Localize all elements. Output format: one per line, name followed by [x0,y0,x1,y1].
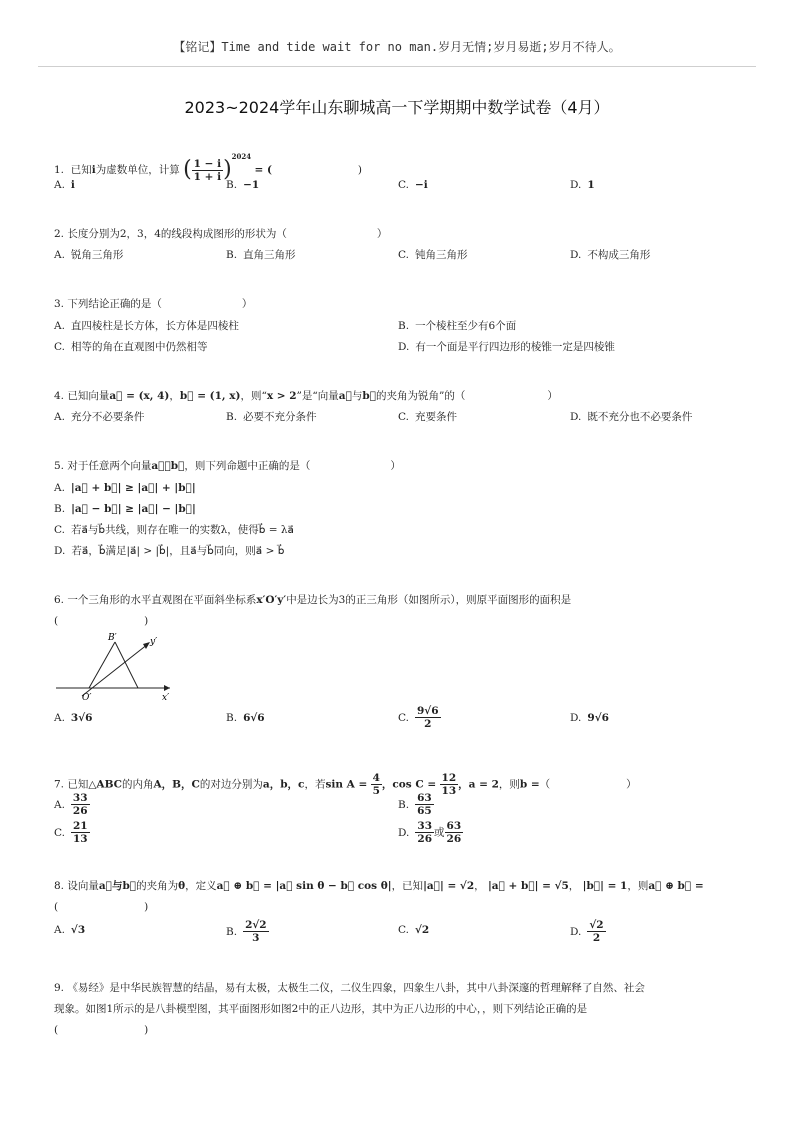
math-condition: |a⃗ + b⃗| = √5 [487,880,569,892]
fraction-numerator: 2√2 [245,919,267,931]
option-text: i [70,179,75,191]
option-text: |a⃗ − b⃗| ≥ |a⃗| − |b⃗| [71,503,196,515]
option-b[interactable] [54,502,196,516]
option-label: A. [54,411,65,423]
option-text: 既不充分也不必要条件 [587,411,693,423]
option-label: A. [54,482,65,494]
option-label: C. [398,711,409,724]
fraction [445,820,464,845]
fraction [192,158,223,183]
stem-text: ，则下列命题中正确的是（ [184,460,311,472]
math-condition: |b⃗| = 1 [582,880,628,892]
question-5-stem [54,459,401,473]
left-paren-large: ( [183,157,192,182]
label-b-prime: B′ [108,633,117,643]
math-sides: a，b，c [262,778,305,791]
option-label: C. [398,924,409,936]
option-text: 若a⃗与b⃗共线，则存在唯一的实数λ，使得b⃗ = λa⃗ [71,524,294,536]
page-title: 2023~2024学年山东聊城高一下学期期中数学试卷（4月） [184,98,610,117]
stem-text: ， [169,390,180,402]
math-i: i [91,164,96,176]
header-motto: 【铭记】Time and tide wait for no man.岁月无情;岁月易逝;岁月不待人。 [173,40,621,54]
stem-text: 7. 已知 [54,778,89,791]
math-coordinate-system: x′O′y′ [256,594,287,606]
option-a[interactable] [54,248,123,262]
stem-text: 3. 下列结论正确的是（ [54,298,162,310]
fraction [415,792,434,817]
answer-paren-close: ) [144,901,149,913]
option-label: A. [54,179,65,191]
question-6-paren [54,614,148,628]
option-label: B. [398,798,410,811]
option-a[interactable] [54,319,239,333]
answer-paren-close: ） [626,778,637,791]
option-text: 有一个面是平行四边形的棱锥一定是四棱锥 [415,341,615,353]
option-text: √3 [70,924,86,936]
stem-text: 的夹角为 [136,880,179,892]
option-d[interactable] [54,544,284,558]
option-or: 或 [434,826,445,839]
option-text: 充要条件 [415,411,457,423]
question-9-line-2: 现象。如图1所示的是八卦模型图，其平面图形如图2中的正八边形，其中为正八边形的中心，，则下列结论正确的是 [54,1003,588,1015]
question-1-stem [54,150,362,183]
option-label: C. [54,524,65,536]
answer-paren-open: ( [54,901,59,913]
fraction-numerator: 33 [417,820,433,832]
question-7-stem [54,772,637,797]
question-1 [54,144,754,194]
fraction-numerator: 1 − i [193,157,222,170]
question-2 [54,227,754,267]
option-b[interactable] [226,919,269,944]
option-label: D. [570,179,582,191]
option-a[interactable] [54,178,75,192]
fraction [71,820,90,845]
option-b[interactable] [226,248,296,262]
fraction-numerator: 4 [372,772,380,784]
answer-paren-close: ） [241,298,253,310]
answer-paren-close: ) [357,164,363,176]
question-number: 1. [54,164,65,176]
math-cos: ，cos C = [381,778,437,791]
math-sin: sin A = [325,778,368,791]
right-paren-large: ) [223,157,232,182]
option-text: 3√6 [70,712,93,724]
option-c[interactable] [398,248,468,262]
answer-paren-close: ) [144,615,149,627]
option-a[interactable] [54,711,92,725]
stem-text: 为虚数单位，计算 [95,164,180,176]
option-text: −1 [243,179,260,191]
fraction-denominator: 2 [592,932,601,944]
question-8 [54,879,754,954]
stem-text: ，已知 [391,880,424,892]
fraction-denominator: 5 [372,785,380,797]
question-8-stem: 8. 设向量a⃗与b⃗的夹角为θ，定义a⃗ ⊕ b⃗ = |a⃗ sin θ − b⃗ cos θ|，已知|a⃗| = √2， |a⃗ + b⃗| = √5， |b⃗| = 1，则a⃗ ⊕ b⃗ = [54,880,704,892]
option-b[interactable] [398,792,434,817]
stem-text: = ( [254,164,272,176]
option-text: 一个棱柱至少有6个面 [415,320,517,332]
math-vector-b: b⃗ = (1, x) [179,390,241,402]
label-o-prime: O′ [82,693,92,703]
option-b[interactable] [226,178,259,192]
math-theta: θ [178,880,186,892]
option-label: B. [54,503,66,515]
stem-text: 的内角 [122,778,154,791]
option-label: A. [54,712,65,724]
option-text: 相等的角在直观图中仍然相等 [71,341,208,353]
option-d[interactable] [570,711,609,725]
answer-paren-close: ） [547,390,558,402]
stem-text: 的夹角为锐角”的（ [376,390,466,402]
option-text: −i [415,179,428,191]
option-a[interactable] [54,410,144,424]
option-text: 若a⃗，b⃗满足|a⃗| > |b⃗|，且a⃗与b⃗同向，则a⃗ > b⃗ [71,545,285,557]
option-label: A. [54,249,65,261]
option-text: 直角三角形 [243,249,296,261]
question-9 [54,981,754,1041]
fraction [587,919,605,944]
option-text: 充分不必要条件 [70,411,145,423]
option-text: 6√6 [243,712,265,724]
option-text: 9√6 [587,712,609,724]
fraction-denominator: 1 + i [193,170,222,183]
fraction-numerator: 63 [417,792,432,804]
option-label: D. [398,826,410,839]
option-label: D. [570,712,582,724]
question-3 [54,297,754,357]
option-label: A. [54,798,65,811]
option-label: D. [54,545,66,557]
option-text: |a⃗ + b⃗| ≥ |a⃗| + |b⃗| [70,482,196,494]
stem-text: ，则 [627,880,649,892]
option-c[interactable] [398,410,457,424]
label-x-prime: x′ [162,693,170,703]
stem-text: ，若 [304,778,326,791]
fraction-denominator: 13 [441,785,457,797]
math-a-value: ，a = 2 [458,778,499,791]
fraction-numerator: 21 [73,820,88,832]
fraction-denominator: 65 [417,805,432,817]
stem-text: ，则“ [240,390,267,402]
stem-text: 中是边长为3的正三角形（如图所示），则原平面图形的面积是 [286,594,572,606]
fraction [415,705,441,730]
option-label: C. [54,341,65,353]
math-ask: b = [519,778,540,791]
option-label: D. [398,341,410,353]
option-label: B. [226,249,238,261]
answer-paren-open: （ [539,778,551,791]
fraction-denominator: 26 [446,833,462,845]
stem-text: 8. 设向量 [54,880,99,892]
question-4 [54,389,754,429]
option-c[interactable] [54,820,90,845]
option-label: B. [226,712,238,724]
answer-paren-close: ) [144,1024,149,1036]
question-2-stem [54,227,387,241]
option-label: C. [398,411,409,423]
y-axis-arrow [143,642,150,649]
option-text: 锐角三角形 [70,249,124,261]
option-label: D. [570,411,582,423]
stem-text: 与 [351,390,363,402]
question-6-stem [54,593,571,607]
stem-text: 已知 [70,164,92,176]
option-label: B. [398,320,410,332]
option-label: B. [226,411,238,423]
triangle-side-right [115,642,138,688]
fraction [440,772,459,797]
option-label: A. [54,924,65,936]
header-divider [38,66,756,67]
label-y-prime: y′ [150,637,158,647]
option-text: 不构成三角形 [587,249,651,261]
x-axis-arrow [164,685,170,691]
option-label: D. [570,925,582,938]
math-ask: a⃗ ⊕ b⃗ = [648,880,704,892]
question-9-paren [54,1023,148,1037]
question-8-paren [54,900,148,914]
math-vectors: a⃗与b⃗ [98,880,137,892]
fraction [71,792,90,817]
fraction [415,820,434,845]
question-7 [54,766,754,851]
fraction-numerator: 12 [441,772,457,784]
option-c[interactable] [54,523,294,537]
fraction-numerator: 33 [72,792,88,804]
option-text: 必要不充分条件 [243,411,317,423]
stem-text: 2. 长度分别为2，3，4的线段构成图形的形状为（ [54,228,287,240]
option-c[interactable] [398,923,429,937]
answer-paren-open: ( [54,1024,59,1036]
fraction [371,772,382,797]
math-a: a⃗ [338,390,352,402]
exponent: 2024 [231,152,252,161]
option-text: √2 [415,924,430,936]
option-text: 1 [587,179,595,191]
fraction-denominator: 26 [417,833,433,845]
option-c[interactable] [54,340,208,354]
option-a[interactable] [54,792,90,817]
stem-text: ，定义 [185,880,217,892]
option-text: 钝角三角形 [415,249,468,261]
stem-text: ”是“向量 [296,390,339,402]
math-angles: A，B，C [153,778,200,791]
math-condition: |a⃗| = √2 [423,880,475,892]
option-d[interactable] [570,410,692,424]
stem-text: 6. 一个三角形的水平直观图在平面斜坐标系 [54,594,257,606]
option-c[interactable] [398,705,441,730]
fraction-numerator: 9√6 [417,705,439,717]
answer-paren-close: ） [390,460,401,472]
math-b: b⃗ [362,390,377,402]
option-a[interactable] [54,481,196,495]
option-label: B. [226,925,238,938]
option-b[interactable] [398,319,516,333]
option-a[interactable] [54,923,85,937]
answer-paren-open: ( [54,615,59,627]
stem-text: 4. 已知向量 [54,390,110,402]
stem-text: 的对边分别为 [199,778,263,791]
fraction-denominator: 26 [72,805,88,817]
stem-text: ，则 [498,778,520,791]
triangle-side-left [89,642,115,688]
option-b[interactable] [226,410,317,424]
option-label: B. [226,179,238,191]
option-d[interactable] [570,178,595,192]
option-label: C. [398,179,409,191]
option-label: C. [398,249,409,261]
math-vector-a: a⃗ = (x, 4) [109,390,170,402]
option-label: A. [54,320,65,332]
question-4-stem [54,389,558,403]
option-label: C. [54,826,65,839]
math-triangle: △ABC [88,778,123,791]
oblique-triangle-figure [52,630,182,706]
option-d[interactable] [398,820,463,845]
option-c[interactable] [398,178,428,192]
answer-paren-close: ） [376,228,388,240]
question-5 [54,459,754,559]
question-3-stem [54,297,252,311]
fraction-numerator: 63 [446,820,462,832]
option-d[interactable] [570,248,650,262]
fraction-denominator: 3 [252,932,260,944]
option-text: 直四棱柱是长方体，长方体是四棱柱 [70,320,239,332]
option-b[interactable] [226,711,265,725]
option-d[interactable] [570,919,606,944]
math-definition: a⃗ ⊕ b⃗ = |a⃗ sin θ − b⃗ cos θ| [216,880,392,892]
math-condition: x > 2 [266,390,297,402]
question-9-line-1: 9. 《易经》是中华民族智慧的结晶，易有太极，太极生二仪，二仪生四象，四象生八卦，其中八卦深邃的哲理解释了自然、社会 [54,982,645,994]
fraction-denominator: 13 [73,833,88,845]
option-d[interactable] [398,340,615,354]
fraction-denominator: 2 [424,718,432,730]
option-label: D. [570,249,582,261]
stem-text: 5. 对于任意两个向量 [54,460,152,472]
fraction-numerator: √2 [589,919,604,931]
fraction [243,919,269,944]
math-vectors: a⃗，b⃗ [151,460,185,472]
